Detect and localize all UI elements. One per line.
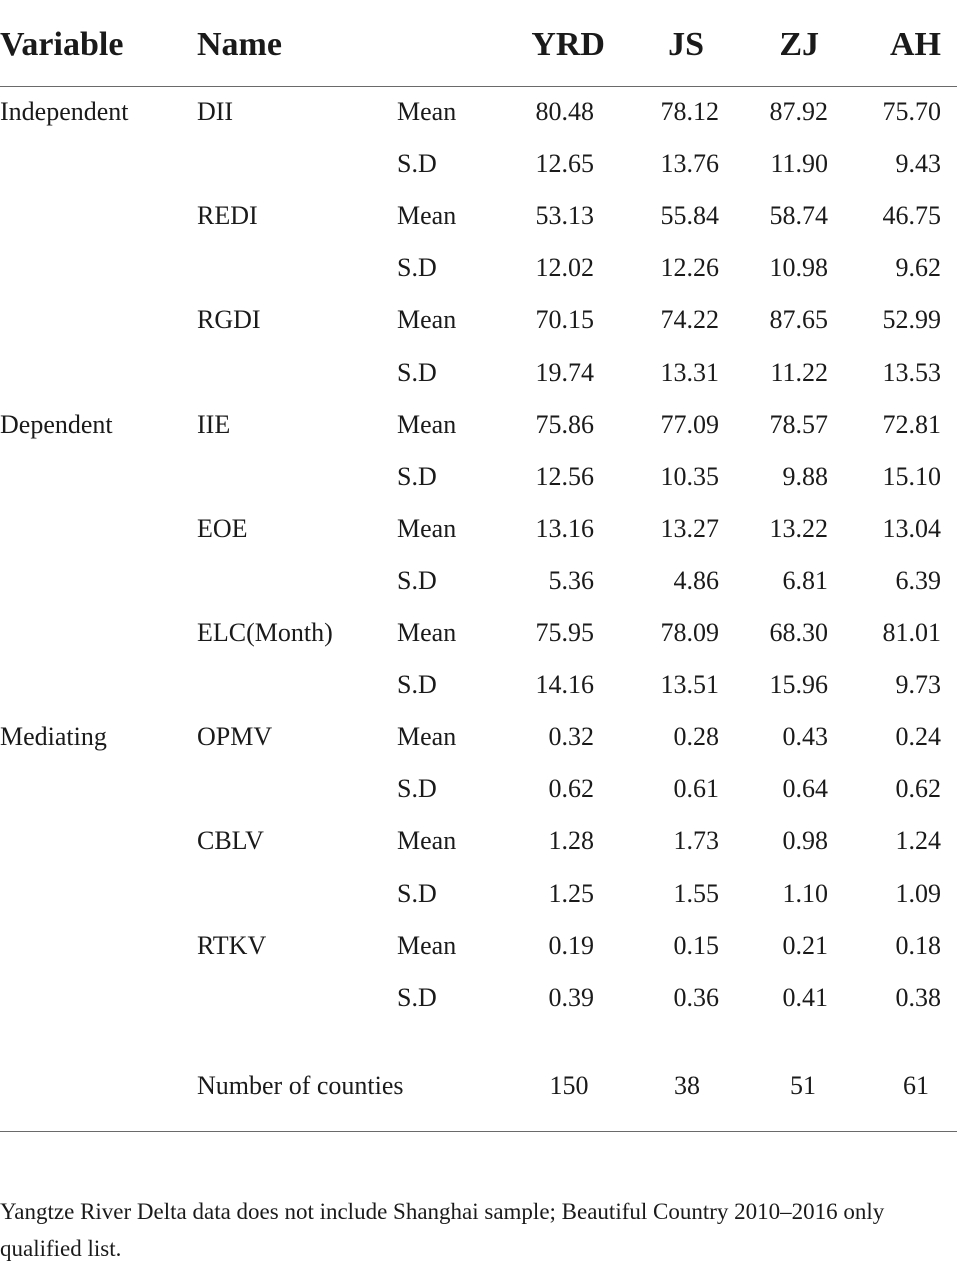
cell-zj: 1.10 bbox=[782, 879, 828, 908]
cell-ah: 81.01 bbox=[882, 618, 941, 647]
cell-js: 1.55 bbox=[673, 879, 719, 908]
cell-ah: 75.70 bbox=[882, 97, 941, 126]
cell-name: REDI bbox=[197, 201, 258, 230]
cell-yrd: 0.19 bbox=[548, 931, 594, 960]
cell-stat: S.D bbox=[397, 879, 437, 908]
cell-js: 74.22 bbox=[660, 305, 719, 334]
cell-stat: S.D bbox=[397, 670, 437, 699]
cell-ah: 9.62 bbox=[895, 253, 941, 282]
cell-ah: 13.04 bbox=[882, 514, 941, 543]
cell-js: 0.61 bbox=[673, 774, 719, 803]
cell-zj: 6.81 bbox=[782, 566, 828, 595]
cell-zj: 87.65 bbox=[769, 305, 828, 334]
cell-ah: 13.53 bbox=[882, 358, 941, 387]
cell-js: 0.36 bbox=[673, 983, 719, 1012]
cell-category: Dependent bbox=[0, 410, 113, 439]
cell-yrd: 0.39 bbox=[548, 983, 594, 1012]
cell-yrd: 0.32 bbox=[548, 722, 594, 751]
cell-ah: 0.24 bbox=[895, 722, 941, 751]
cell-stat: S.D bbox=[397, 462, 437, 491]
cell-zj: 0.98 bbox=[782, 826, 828, 855]
counties-zj: 51 bbox=[790, 1071, 816, 1100]
cell-yrd: 75.95 bbox=[535, 618, 594, 647]
cell-zj: 9.88 bbox=[782, 462, 828, 491]
cell-yrd: 5.36 bbox=[548, 566, 594, 595]
cell-yrd: 13.16 bbox=[535, 514, 594, 543]
cell-js: 0.28 bbox=[673, 722, 719, 751]
cell-stat: Mean bbox=[397, 826, 457, 855]
cell-stat: S.D bbox=[397, 253, 437, 282]
cell-stat: S.D bbox=[397, 149, 437, 178]
cell-zj: 11.22 bbox=[770, 358, 828, 387]
cell-name: DII bbox=[197, 97, 234, 126]
counties-label: Number of counties bbox=[197, 1071, 404, 1100]
cell-name: RGDI bbox=[197, 305, 261, 334]
cell-ah: 15.10 bbox=[882, 462, 941, 491]
cell-js: 13.51 bbox=[660, 670, 719, 699]
cell-yrd: 12.56 bbox=[535, 462, 594, 491]
header-yrd: YRD bbox=[531, 26, 605, 63]
cell-ah: 0.38 bbox=[895, 983, 941, 1012]
table-bottom-rule bbox=[0, 1131, 957, 1132]
cell-js: 0.15 bbox=[673, 931, 719, 960]
cell-name: IIE bbox=[197, 410, 231, 439]
cell-name: CBLV bbox=[197, 826, 264, 855]
counties-yrd: 150 bbox=[549, 1071, 589, 1100]
cell-yrd: 75.86 bbox=[535, 410, 594, 439]
cell-ah: 72.81 bbox=[882, 410, 941, 439]
cell-name: ELC(Month) bbox=[197, 618, 333, 647]
cell-ah: 0.18 bbox=[895, 931, 941, 960]
cell-yrd: 1.28 bbox=[548, 826, 594, 855]
header-variable: Variable bbox=[0, 26, 124, 63]
cell-zj: 87.92 bbox=[769, 97, 828, 126]
cell-js: 13.31 bbox=[660, 358, 719, 387]
cell-zj: 11.90 bbox=[770, 149, 828, 178]
cell-js: 13.76 bbox=[660, 149, 719, 178]
cell-js: 4.86 bbox=[673, 566, 719, 595]
cell-yrd: 12.02 bbox=[535, 253, 594, 282]
cell-yrd: 1.25 bbox=[548, 879, 594, 908]
cell-stat: Mean bbox=[397, 618, 457, 647]
cell-zj: 10.98 bbox=[769, 253, 828, 282]
cell-ah: 9.73 bbox=[895, 670, 941, 699]
cell-stat: Mean bbox=[397, 931, 457, 960]
cell-ah: 46.75 bbox=[882, 201, 941, 230]
cell-ah: 1.24 bbox=[895, 826, 941, 855]
cell-ah: 0.62 bbox=[895, 774, 941, 803]
cell-zj: 0.41 bbox=[782, 983, 828, 1012]
cell-zj: 0.43 bbox=[782, 722, 828, 751]
cell-zj: 13.22 bbox=[769, 514, 828, 543]
cell-category: Mediating bbox=[0, 722, 107, 751]
cell-name: EOE bbox=[197, 514, 248, 543]
cell-js: 78.12 bbox=[660, 97, 719, 126]
header-ah: AH bbox=[890, 26, 941, 63]
cell-js: 55.84 bbox=[660, 201, 719, 230]
cell-zj: 15.96 bbox=[769, 670, 828, 699]
header-zj: ZJ bbox=[779, 26, 819, 63]
cell-yrd: 19.74 bbox=[535, 358, 594, 387]
cell-stat: Mean bbox=[397, 97, 457, 126]
cell-zj: 58.74 bbox=[769, 201, 828, 230]
cell-stat: S.D bbox=[397, 358, 437, 387]
header-rule bbox=[0, 86, 957, 87]
cell-ah: 1.09 bbox=[895, 879, 941, 908]
cell-stat: S.D bbox=[397, 774, 437, 803]
cell-stat: Mean bbox=[397, 722, 457, 751]
cell-category: Independent bbox=[0, 97, 129, 126]
cell-yrd: 0.62 bbox=[548, 774, 594, 803]
cell-yrd: 70.15 bbox=[535, 305, 594, 334]
cell-js: 78.09 bbox=[660, 618, 719, 647]
cell-yrd: 53.13 bbox=[535, 201, 594, 230]
header-js: JS bbox=[668, 26, 704, 63]
cell-zj: 78.57 bbox=[769, 410, 828, 439]
cell-ah: 52.99 bbox=[882, 305, 941, 334]
cell-stat: Mean bbox=[397, 201, 457, 230]
counties-ah: 61 bbox=[903, 1071, 929, 1100]
cell-ah: 6.39 bbox=[895, 566, 941, 595]
cell-js: 1.73 bbox=[673, 826, 719, 855]
cell-yrd: 14.16 bbox=[535, 670, 594, 699]
cell-ah: 9.43 bbox=[895, 149, 941, 178]
cell-stat: Mean bbox=[397, 305, 457, 334]
counties-js: 38 bbox=[674, 1071, 700, 1100]
cell-name: OPMV bbox=[197, 722, 273, 751]
cell-js: 77.09 bbox=[660, 410, 719, 439]
cell-zj: 68.30 bbox=[769, 618, 828, 647]
table-footnote: Yangtze River Delta data does not include Shanghai sample; Beautiful Country 2010–2016 only qualified list. bbox=[0, 1199, 885, 1261]
cell-js: 13.27 bbox=[660, 514, 719, 543]
header-name: Name bbox=[197, 26, 282, 63]
cell-zj: 0.64 bbox=[782, 774, 828, 803]
cell-js: 12.26 bbox=[660, 253, 719, 282]
cell-stat: S.D bbox=[397, 566, 437, 595]
cell-zj: 0.21 bbox=[782, 931, 828, 960]
cell-js: 10.35 bbox=[660, 462, 719, 491]
cell-stat: Mean bbox=[397, 514, 457, 543]
cell-stat: Mean bbox=[397, 410, 457, 439]
cell-stat: S.D bbox=[397, 983, 437, 1012]
cell-name: RTKV bbox=[197, 931, 267, 960]
cell-yrd: 80.48 bbox=[535, 97, 594, 126]
cell-yrd: 12.65 bbox=[535, 149, 594, 178]
